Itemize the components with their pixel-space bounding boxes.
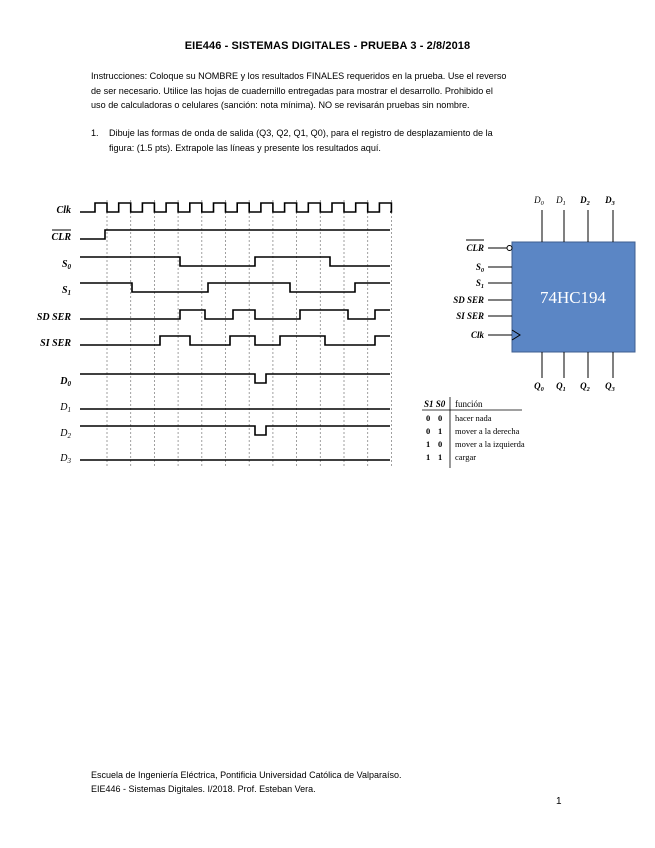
- footer-line: Escuela de Ingeniería Eléctrica, Pontificia Universidad Católica de Valparaíso.: [91, 770, 402, 780]
- instructions-line: Instrucciones: Coloque su NOMBRE y los resultados FINALES requeridos en la prueba. Use el reverso: [91, 71, 507, 81]
- table-cell-s1: 0: [426, 413, 431, 423]
- signal-label: $D_0$: [60, 376, 71, 388]
- table-cell-func: mover a la derecha: [455, 426, 520, 436]
- table-cell-s0: 0: [438, 413, 443, 423]
- signal-label: $D_1$: [60, 402, 71, 414]
- pin-label-left: SD SER: [453, 295, 484, 305]
- pin-label-top: $D_3$: [605, 195, 615, 207]
- table-cell-s1: 1: [426, 439, 431, 449]
- signal-label: $D_3$: [60, 453, 71, 465]
- chip-name: 74HC194: [539, 288, 607, 307]
- footer-line: EIE446 - Sistemas Digitales. I/2018. Prof. Esteban Vera.: [91, 784, 316, 794]
- page-title: EIE446 - SISTEMAS DIGITALES - PRUEBA 3 - 2/8/2018: [184, 40, 471, 52]
- instructions-line: de ser necesario. Utilice las hojas de cuadernillo entregadas para mostrar el desarrollo. Prohibido el: [91, 85, 493, 96]
- table-cell-s1: 1: [426, 452, 431, 462]
- pin-label-top: $D_0$: [534, 195, 544, 207]
- table-cell-func: cargar: [455, 452, 477, 462]
- signal-label: Clk: [56, 205, 71, 216]
- pin-label-bottom: $Q_3$: [605, 381, 615, 393]
- pin-label-bottom: $Q_1$: [556, 381, 566, 393]
- page-number: 1: [556, 796, 562, 807]
- instructions-line: uso de calculadoras o celulares (sanción: nota mínima). NO se revisarán pruebas sin nombre.: [91, 100, 470, 110]
- pin-label-left: Clk: [470, 330, 484, 340]
- question-number: 1.: [91, 128, 99, 138]
- table-header: S1 S0: [424, 399, 446, 409]
- question-line: Dibuje las formas de onda de salida (Q3, Q2, Q1, Q0), para el registro de desplazamiento de la: [109, 128, 493, 138]
- pin-label-bottom: $Q_0$: [534, 381, 544, 393]
- pin-label-left: $S_0$: [475, 262, 484, 274]
- pin-label-left: SI SER: [456, 311, 484, 321]
- table-cell-func: hacer nada: [455, 413, 492, 423]
- table-cell-func: mover a la izquierda: [455, 439, 525, 449]
- footer: [91, 768, 402, 796]
- question-line: figura: (1.5 pts). Extrapole las líneas y presente los resultados aquí.: [109, 142, 381, 153]
- pin-label-top: $D_1$: [556, 195, 566, 207]
- signal-label: SI SER: [40, 338, 71, 349]
- pin-label-top: $D_2$: [580, 195, 590, 207]
- pin-label-left: $S_1$: [475, 278, 484, 290]
- pin-label-bottom: $Q_2$: [580, 381, 590, 393]
- signal-label: CLR: [51, 232, 71, 243]
- table-cell-s0: 0: [438, 439, 443, 449]
- table-cell-s0: 1: [438, 426, 443, 436]
- table-cell-s1: 0: [426, 426, 431, 436]
- table-header: función: [455, 399, 483, 409]
- pin-label-left: CLR: [466, 243, 484, 253]
- signal-label: $D_2$: [60, 428, 71, 440]
- signal-label: $S_1$: [61, 285, 71, 297]
- table-cell-s0: 1: [438, 452, 443, 462]
- signal-label: $S_0$: [61, 259, 71, 271]
- signal-label: SD SER: [36, 312, 71, 323]
